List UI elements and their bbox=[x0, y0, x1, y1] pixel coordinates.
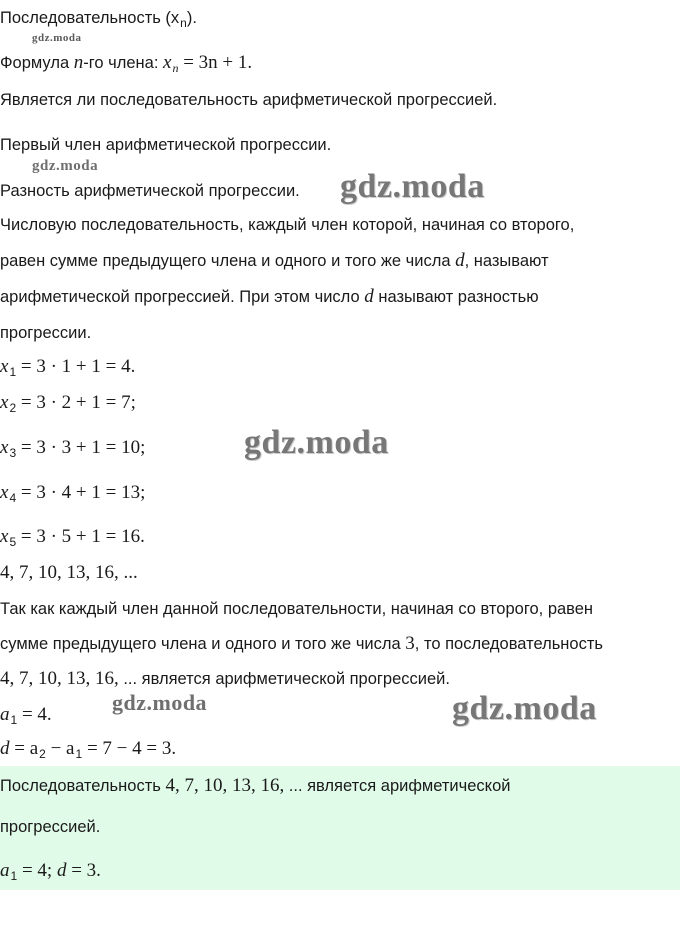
sequence-values: 4, 7, 10, 13, 16, ... bbox=[0, 562, 138, 583]
formula-rest: = 3n + 1. bbox=[178, 52, 253, 73]
a1-sub: 1 bbox=[10, 713, 18, 727]
watermark: gdz.moda bbox=[112, 690, 208, 715]
def3-text: арифметической прогрессией. При этом число bbox=[0, 288, 365, 306]
answer-num: 4, 7, 10, 13, 16, bbox=[165, 775, 285, 796]
answer-a-var: a bbox=[0, 860, 10, 881]
formula-line bbox=[0, 52, 252, 75]
calc-line-1 bbox=[0, 356, 135, 379]
watermark: gdz.moda bbox=[244, 424, 389, 461]
concl2-end: , то последовательность bbox=[414, 635, 604, 653]
watermark: gdz.moda bbox=[32, 158, 99, 174]
a1-rest: = 4. bbox=[17, 704, 52, 725]
difference-line: Разность арифметической прогрессии. bbox=[0, 182, 300, 200]
a1-var: a bbox=[0, 704, 10, 725]
d-line bbox=[0, 738, 176, 761]
definition-line-3 bbox=[0, 286, 539, 308]
calc-line-2 bbox=[0, 392, 136, 415]
answer-d-rest: = 3. bbox=[66, 860, 101, 881]
calc-sub: 5 bbox=[9, 535, 17, 549]
conclusion-line-1: Так как каждый член данной последовательности, начиная со второго, равен bbox=[0, 600, 594, 618]
calc-line-5 bbox=[0, 526, 145, 549]
calc-sub: 1 bbox=[9, 365, 17, 379]
answer-text: Последовательность bbox=[0, 777, 166, 795]
calc-var: x bbox=[0, 437, 9, 458]
definition-line-2 bbox=[0, 250, 549, 272]
calc-line-4 bbox=[0, 482, 145, 505]
calc-sub: 4 bbox=[9, 491, 17, 505]
question-line: Является ли последовательность арифметической прогрессией. bbox=[0, 91, 498, 109]
calc-expr: = 3 · 3 + 1 = 10; bbox=[16, 437, 146, 458]
d-sub1: 1 bbox=[75, 747, 83, 761]
a1-line bbox=[0, 704, 52, 727]
conclusion-line-2 bbox=[0, 633, 603, 655]
sequence-title bbox=[0, 7, 197, 30]
answer-a-mid: = 4; bbox=[17, 860, 57, 881]
def2-text: равен сумме предыдущего члена и одного и того же числа bbox=[0, 252, 456, 270]
seq-title-end: ). bbox=[186, 9, 197, 27]
def2-d: d bbox=[455, 250, 465, 271]
seq-title-sub: n bbox=[180, 16, 187, 30]
answer-line-3 bbox=[0, 860, 101, 883]
calc-var: x bbox=[0, 392, 9, 413]
first-member-line: Первый член арифметической прогрессии. bbox=[0, 136, 332, 154]
answer-a-sub: 1 bbox=[10, 869, 18, 883]
d-a2: = a bbox=[9, 738, 39, 759]
def2-end: , называют bbox=[464, 252, 549, 270]
formula-label: Формула bbox=[0, 54, 70, 72]
concl3-num: 4, 7, 10, 13, 16, bbox=[0, 668, 119, 689]
d-a1: − a bbox=[45, 738, 75, 759]
calc-line-3 bbox=[0, 437, 145, 460]
def3-d: d bbox=[364, 286, 374, 307]
concl2-num: 3 bbox=[405, 633, 415, 654]
concl2-text: сумме предыдущего члена и одного и того же числа bbox=[0, 635, 406, 653]
formula-sub: n bbox=[172, 61, 179, 75]
formula-x: x bbox=[163, 52, 172, 73]
calc-expr: = 3 · 2 + 1 = 7; bbox=[16, 392, 136, 413]
definition-line-1: Числовую последовательность, каждый член которой, начиная со второго, bbox=[0, 216, 575, 234]
seq-title-text: Последовательность (x bbox=[0, 9, 180, 27]
calc-sub: 3 bbox=[9, 446, 17, 460]
formula-n: n bbox=[73, 52, 84, 73]
calc-expr: = 3 · 5 + 1 = 16. bbox=[16, 526, 145, 547]
answer-end: ... является арифметической bbox=[284, 777, 511, 795]
calc-var: x bbox=[0, 482, 9, 503]
watermark: gdz.moda bbox=[452, 690, 597, 727]
answer-line-2: прогрессией. bbox=[0, 818, 101, 836]
watermark: gdz.moda bbox=[340, 168, 485, 205]
def3-end: называют разностью bbox=[373, 288, 539, 306]
d-rest: = 7 − 4 = 3. bbox=[82, 738, 177, 759]
d-var: d bbox=[0, 738, 10, 759]
calc-var: x bbox=[0, 356, 9, 377]
watermark: gdz.moda bbox=[32, 32, 82, 44]
definition-line-4: прогрессии. bbox=[0, 324, 92, 342]
calc-var: x bbox=[0, 526, 9, 547]
calc-sub: 2 bbox=[9, 401, 17, 415]
formula-label2: -го члена: bbox=[83, 54, 159, 72]
concl3-end: ... является арифметической прогрессией. bbox=[118, 670, 450, 688]
calc-expr: = 3 · 1 + 1 = 4. bbox=[16, 356, 136, 377]
d-sub2: 2 bbox=[39, 747, 46, 761]
conclusion-line-3 bbox=[0, 668, 450, 690]
answer-d-var: d bbox=[56, 860, 67, 881]
calc-expr: = 3 · 4 + 1 = 13; bbox=[16, 482, 146, 503]
answer-line-1 bbox=[0, 775, 510, 797]
